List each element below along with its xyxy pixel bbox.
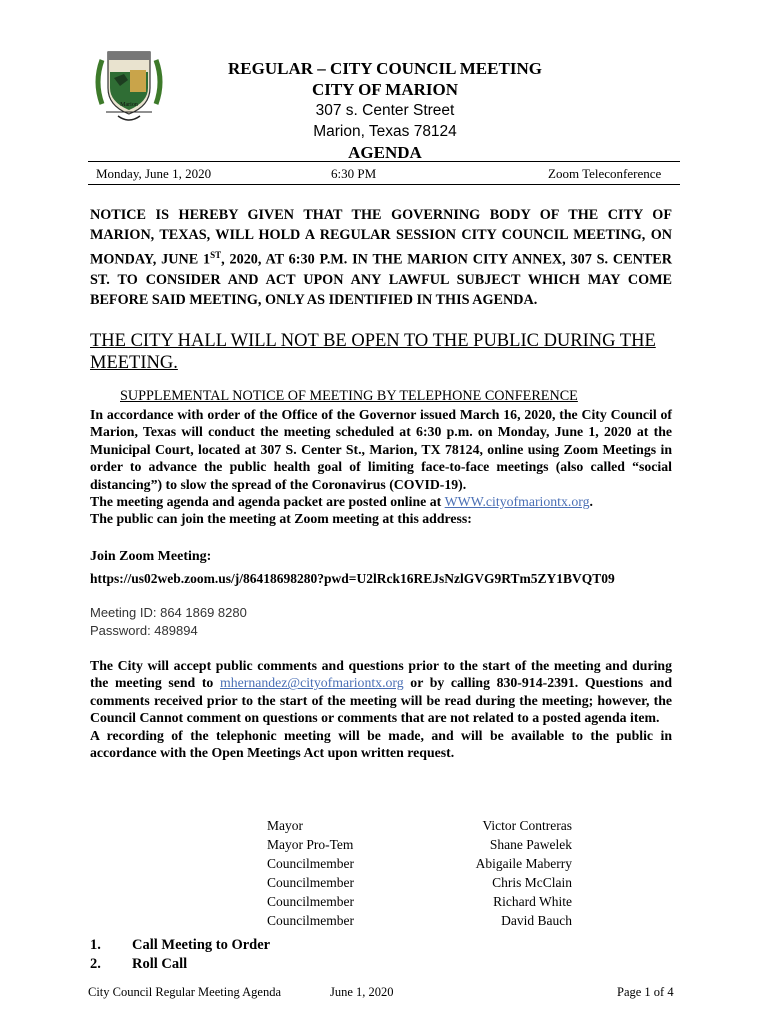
council-role: Councilmember — [267, 856, 354, 871]
agenda-item-label: Roll Call — [132, 956, 188, 972]
agenda-item — [90, 955, 270, 974]
footer-page-number: Page 1 of 4 — [617, 985, 674, 999]
meeting-location: Zoom Teleconference — [548, 166, 662, 181]
posted-prefix: The meeting agenda and agenda packet are posted online at — [90, 494, 445, 510]
header-divider-top — [88, 161, 680, 162]
city-hall-closed-notice: THE CITY HALL WILL NOT BE OPEN TO THE PUBLIC DURING THE MEETING. — [90, 331, 656, 373]
agenda-list — [90, 936, 270, 974]
council-names — [430, 816, 572, 930]
council-role: Councilmember — [267, 875, 354, 890]
join-instruction: The public can join the meeting at Zoom meeting at this address: — [90, 511, 472, 527]
notice-text-part2: , 2020, AT 6:30 P.M. IN THE MARION CITY ANNEX, 307 S. CENTER ST. TO CONSIDER AND ACT UPON ANY LAWFUL SUBJECT WHICH MAY COME BEFORE SAID MEETING, ONLY AS IDENTIFIED IN THIS AGENDA. — [90, 251, 672, 308]
address-line-1: 307 s. Center Street — [315, 102, 455, 119]
council-member-name: David Bauch — [501, 913, 572, 928]
agenda-item-label: Call Meeting to Order — [132, 937, 271, 953]
svg-text:Marion: Marion — [120, 102, 138, 108]
council-roles — [267, 816, 354, 930]
footer-date: June 1, 2020 — [330, 985, 394, 999]
council-role: Councilmember — [267, 894, 354, 909]
agenda-item-number: 2. — [90, 956, 101, 972]
header-title-block — [190, 58, 580, 164]
supplemental-paragraph — [90, 406, 672, 528]
council-member-name: Shane Pawelek — [489, 837, 572, 852]
footer-document-name: City Council Regular Meeting Agenda — [88, 985, 282, 999]
public-notice — [90, 205, 672, 310]
agenda-heading: AGENDA — [348, 143, 422, 162]
email-link[interactable]: mhernandez@cityofmariontx.org — [219, 675, 404, 691]
meeting-time: 6:30 PM — [331, 166, 377, 181]
meeting-title: REGULAR – CITY COUNCIL MEETING — [228, 59, 542, 78]
city-name: CITY OF MARION — [311, 80, 459, 99]
council-member-name: Chris McClain — [492, 875, 572, 890]
council-member-name: Richard White — [493, 894, 572, 909]
join-zoom-heading: Join Zoom Meeting: — [90, 549, 212, 564]
comments-prefix: The City will accept public comments and questions prior to the start of the meeting and during the meeting send to — [90, 658, 672, 691]
posted-suffix: . — [589, 494, 593, 510]
zoom-meeting-url[interactable]: https://us02web.zoom.us/j/86418698280?pwd=U2lRck16REJsNzlGVG9RTm5ZY1BVQT09 — [90, 571, 615, 586]
supplemental-heading: SUPPLEMENTAL NOTICE OF MEETING BY TELEPHONE CONFERENCE — [120, 388, 578, 404]
comments-suffix: or by calling 830-914-2391. Questions and comments received prior to the start of the meeting will be read during the meeting; however, the Council Cannot comment on questions or comments that are not related to a posted agenda item. — [90, 675, 672, 726]
city-website-link[interactable]: WWW.cityofmariontx.org — [444, 494, 590, 510]
council-member-name: Abigaile Maberry — [475, 856, 572, 871]
notice-text-part1: NOTICE IS HEREBY GIVEN THAT THE GOVERNING BODY OF THE CITY OF MARION, TEXAS, WILL HOLD A REGULAR SESSION CITY COUNCIL MEETING, ON MONDAY, JUNE 1 — [90, 207, 672, 268]
zoom-credentials — [90, 604, 247, 640]
address-line-2: Marion, Texas 78124 — [313, 123, 457, 140]
header-divider-bottom — [88, 184, 680, 185]
meeting-date: Monday, June 1, 2020 — [96, 166, 212, 181]
notice-superscript: ST — [210, 250, 222, 260]
council-role: Councilmember — [267, 913, 354, 928]
zoom-password: Password: 489894 — [90, 623, 198, 638]
zoom-meeting-id: Meeting ID: 864 1869 8280 — [90, 605, 247, 620]
agenda-item-number: 1. — [90, 937, 101, 953]
city-seal-logo — [88, 42, 170, 124]
recording-notice: A recording of the telephonic meeting will be made, and will be available to the public in accordance with the Open Meetings Act upon written request. — [90, 727, 672, 761]
council-role: Mayor Pro-Tem — [267, 837, 354, 852]
public-comments-paragraph — [90, 657, 672, 761]
agenda-item — [90, 936, 270, 955]
council-member-name: Victor Contreras — [482, 818, 572, 833]
supplemental-text: In accordance with order of the Office of the Governor issued March 16, 2020, the City Council of Marion, Texas will conduct the meeting scheduled at 6:30 p.m. on Monday, June 1, 2020 at the Municipal Court, located at 307 S. Center St., Marion, TX 78124, online using Zoom Meetings in order to advance the public health goal of limiting face-to-face meetings (also called “social distancing”) to slow the spread of the Coronavirus (COVID-19). — [90, 407, 672, 492]
council-role: Mayor — [267, 818, 303, 833]
